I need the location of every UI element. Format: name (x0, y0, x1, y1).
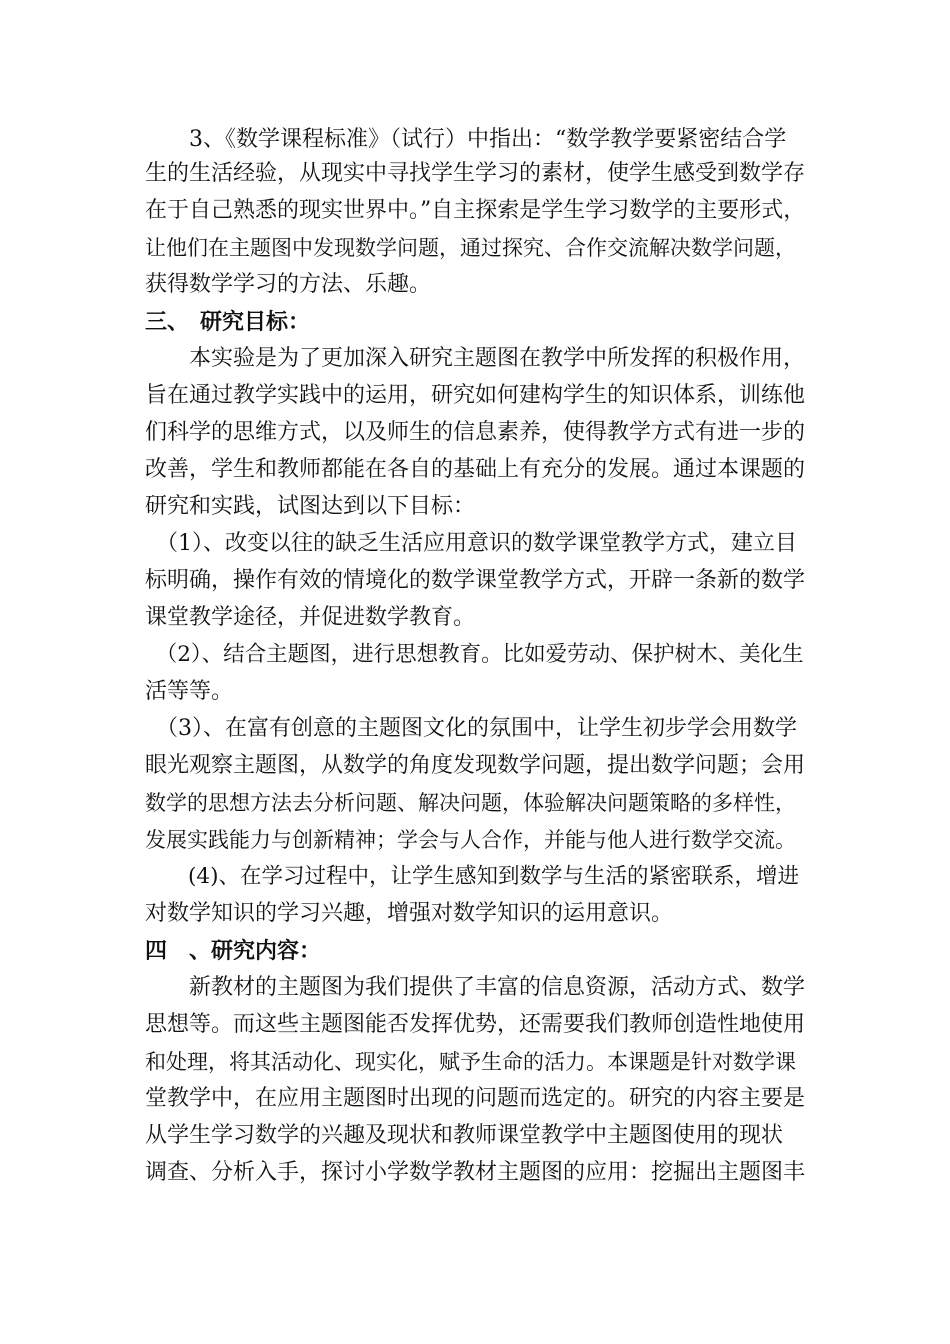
body-line: 本实验是为了更加深入研究主题图在教学中所发挥的积极作用， (145, 346, 806, 371)
body-line: 课堂教学途径，并促进数学教育。 (145, 605, 476, 630)
body-line: 们科学的思维方式，以及师生的信息素养，使得教学方式有进一步的 (145, 420, 806, 445)
section-heading-content: 四 、研究内容： (145, 938, 322, 964)
body-line: 标明确，操作有效的情境化的数学课堂教学方式，开辟一条新的数学 (145, 568, 806, 593)
body-line: 发展实践能力与创新精神；学会与人合作，并能与他人进行数学交流。 (145, 828, 796, 852)
body-line: 研究和实践，试图达到以下目标： (145, 494, 476, 519)
body-line: 让他们在主题图中发现数学问题，通过探究、合作交流解决数学问题， (145, 236, 796, 260)
body-line: 和处理，将其活动化、现实化，赋予生命的活力。本课题是针对数学课 (145, 1050, 796, 1074)
body-line: 对数学知识的学习兴趣，增强对数学知识的运用意识。 (145, 901, 674, 926)
section-heading-objectives: 三、 研究目标： (145, 309, 311, 335)
body-line: (4)、在学习过程中，让学生感知到数学与生活的紧密联系，增进 (145, 864, 799, 889)
body-line: 在于自己熟悉的现实世界中。”自主探索是学生学习数学的主要形式， (145, 198, 806, 223)
body-line: 3、《数学课程标准》（试行）中指出：“数学教学要紧密结合学 (145, 127, 787, 152)
body-line: 活等等。 (145, 679, 234, 704)
body-line: （2）、结合主题图，进行思想教育。比如爱劳动、保护树木、美化生 (145, 642, 804, 667)
body-line: 新教材的主题图为我们提供了丰富的信息资源，活动方式、数学 (145, 975, 806, 1000)
body-line: （1）、改变以往的缺乏生活应用意识的数学课堂教学方式，建立目 (145, 531, 797, 556)
body-line: 旨在通过教学实践中的运用，研究如何建构学生的知识体系，训练他 (145, 383, 806, 408)
body-line: 从学生学习数学的兴趣及现状和教师课堂教学中主题图使用的现状 (145, 1123, 784, 1148)
body-line: 改善，学生和教师都能在各自的基础上有充分的发展。通过本课题的 (145, 457, 806, 482)
body-line: 眼光观察主题图，从数学的角度发现数学问题，提出数学问题；会用 (145, 753, 806, 778)
body-line: 调查、分析入手，探讨小学数学教材主题图的应用：挖掘出主题图丰 (145, 1160, 806, 1185)
body-line: （3）、在富有创意的主题图文化的氛围中，让学生初步学会用数学 (145, 716, 797, 741)
body-line: 生的生活经验，从现实中寻找学生学习的素材，使学生感受到数学存 (145, 161, 806, 186)
body-line: 数学的思想方法去分析问题、解决问题，体验解决问题策略的多样性， (145, 791, 796, 815)
body-line: 堂教学中，在应用主题图时出现的问题而选定的。研究的内容主要是 (145, 1086, 806, 1111)
body-line: 获得数学学习的方法、乐趣。 (145, 272, 432, 297)
body-line: 思想等。而这些主题图能否发挥优势，还需要我们教师创造性地使用 (145, 1012, 806, 1037)
